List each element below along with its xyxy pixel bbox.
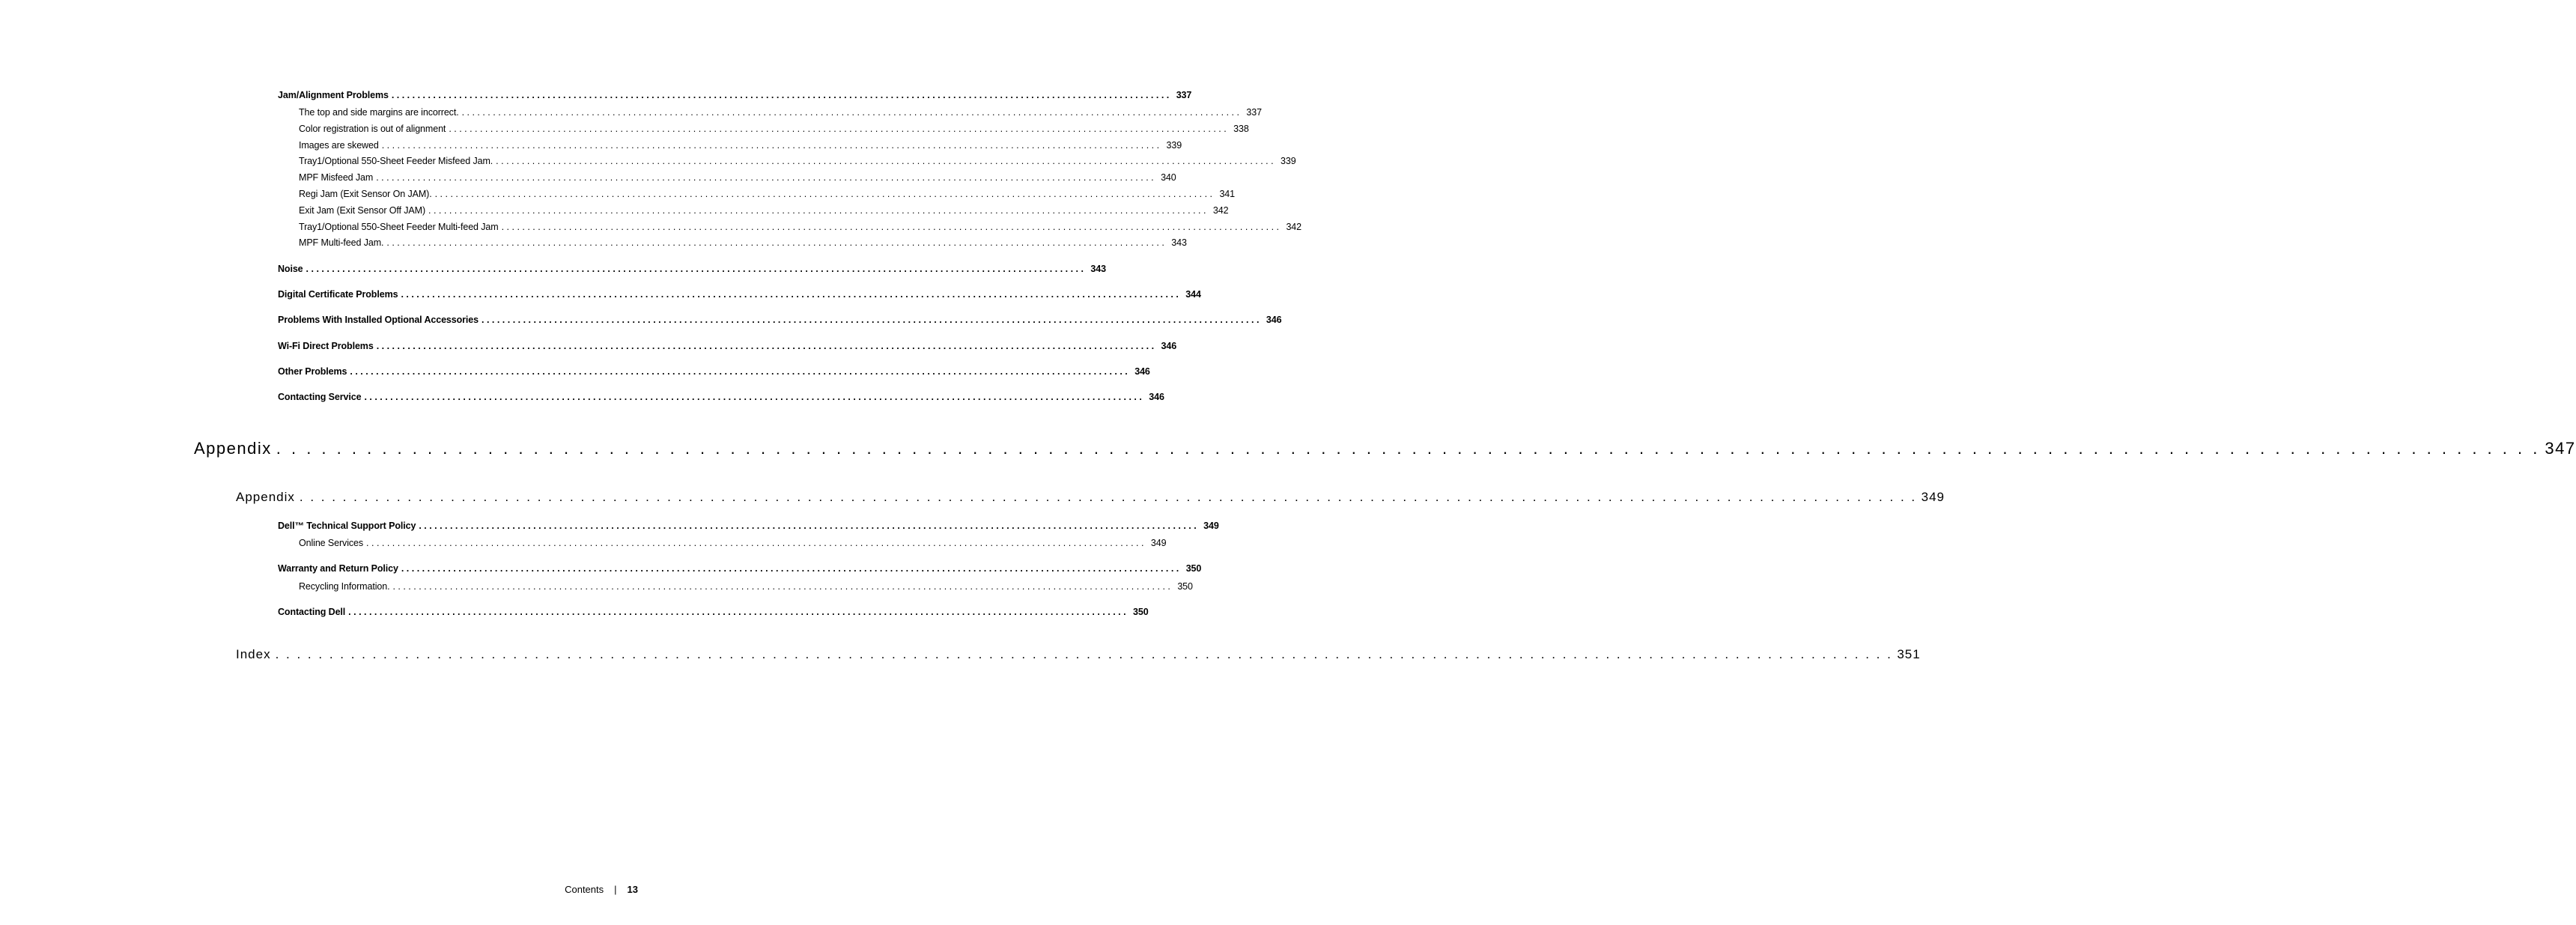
leader-dots: . . . . . . . . . . . . . . . . . . . . . . . . . . . . . . . . . . . . . . . . . . . . . . . . . . . . . . . . . . . . . . . . . . . . . . . . . . . . . . . . . . . . . . . . . . . . . . . . . . . . . . . . . . . . . . . . . . . . . . . . . . . . . . . . . . . . . . . . . . . . . . . . . . . . . . — [401, 563, 1179, 574]
toc-entry-other-problems[interactable] — [278, 366, 1150, 377]
toc-entry-recycling-information[interactable] — [299, 581, 1193, 592]
toc-entry-page: 337 — [1246, 107, 1262, 118]
toc-entry-label: Dell™ Technical Support Policy — [278, 521, 416, 531]
toc-section-index[interactable] — [236, 647, 1921, 662]
toc-entry-label: The top and side margins are incorrect. — [299, 107, 459, 118]
toc-entry-color-registration[interactable] — [299, 124, 1249, 134]
leader-dots: . . . . . . . . . . . . . . . . . . . . . . . . . . . . . . . . . . . . . . . . . . . . . . . . . . . . . . . . . . . . . . . . . . . . . . . . . . . . . . . . . . . . . . . . . . . . . . . . . . . . . . . . . . . . . . . . . . . . . . . . . . . . . . . . . . . . . . . . . . . . . . . . . . . . . . — [299, 490, 1917, 504]
toc-entry-page: 346 — [1149, 392, 1164, 402]
toc-entry-optional-accessories[interactable] — [278, 315, 1282, 325]
leader-dots: . . . . . . . . . . . . . . . . . . . . . . . . . . . . . . . . . . . . . . . . . . . . . . . . . . . . . . . . . . . . . . . . . . . . . . . . . . . . . . . . . . . . . . . . . . . . . . . . . . . . . . . . . . . . . . . . . . . . . . . . . . . . . . . . . . . . . . . . . . . . . . . . . . . . . . — [386, 237, 1164, 248]
toc-entry-page: 341 — [1219, 189, 1236, 199]
toc-section-page: 351 — [1897, 647, 1921, 661]
toc-entry-jam-alignment-problems[interactable] — [278, 90, 1192, 100]
toc-entry-label: Images are skewed — [299, 140, 379, 151]
toc-entry-page: 339 — [1281, 156, 1296, 166]
leader-dots: . . . . . . . . . . . . . . . . . . . . . . . . . . . . . . . . . . . . . . . . . . . . . . . . . . . . . . . . . . . . . . . . . . . . . . . . . . . . . . . . . . . . . . . . . . . . . . . . . . . . . . . . . . . . . . . . . . . . . . . . . . . . . . . . . . . . . . . . . . . . . . . . . . . . . . — [348, 607, 1126, 617]
leader-dots: . . . . . . . . . . . . . . . . . . . . . . . . . . . . . . . . . . . . . . . . . . . . . . . . . . . . . . . . . . . . . . . . . . . . . . . . . . . . . . . . . . . . . . . . . . . . . . . . . . . . . . . . . . . . . . . . . . . . . . . . . . . . . . . . . . . . . . . . . . . . . . . . . . . . . . — [428, 205, 1206, 216]
leader-dots: . . . . . . . . . . . . . . . . . . . . . . . . . . . . . . . . . . . . . . . . . . . . . . . . . . . . . . . . . . . . . . . . . . . . . . . . . . . . . . . . . . . . . . . . . . . . . . . . . . . . . . . . . . . . . . . . . . . . . . . . . . . . . . . . . . . . . . . . . . . . . . . . . . . . . . — [434, 189, 1213, 199]
leader-dots: . . . . . . . . . . . . . . . . . . . . . . . . . . . . . . . . . . . . . . . . . . . . . . . . . . . . . . . . . . . . . . . . . . . . . . . . . . . . . . . . . . . . . . . . . . . . . . . . . . . . . . . . . . . . . . . . . . . . . . . . . . . . . . . . . . . . . . . . . . . . . . . . . . . . . . — [461, 107, 1239, 118]
leader-dots: . . . . . . . . . . . . . . . . . . . . . . . . . . . . . . . . . . . . . . . . . . . . . . . . . . . . . . . . . . . . . . . . . . . . . . . . . . . . . . . . . . . . . . . . . . . . . . . . . . . . . . . . . . . . . . . . . . . . . . . . . . . . . . . . . . . . . . . . . . . . . . . . . . . . . . — [381, 140, 1160, 151]
page-footer — [554, 884, 638, 895]
toc-entry-label: Online Services — [299, 538, 364, 548]
toc-entry-page: 340 — [1161, 172, 1176, 183]
toc-section-page: 349 — [1921, 490, 1945, 504]
leader-dots: . . . . . . . . . . . . . . . . . . . . . . . . . . . . . . . . . . . . . . . . . . . . . . . . . . . . . . . . . . . . . . . . . . . . . . . . . . . . . . . . . . . . . . . . . . . . . . . . . . . . . . . . . . . . . . . . . . . . . . . . . . . . . . . . . . . . . . . . . . . . . . . . . . . . . . — [376, 341, 1155, 351]
toc-entry-contacting-dell[interactable] — [278, 607, 1149, 617]
toc-entry-online-services[interactable] — [299, 538, 1167, 548]
leader-dots: . . . . . . . . . . . . . . . . . . . . . . . . . . . . . . . . . . . . . . . . . . . . . . . . . . . . . . . . . . . . . . . . . . . . . . . . . . . . . . . . . . . . . . . . . . . . . . . . . . . . . . . . . . . . . . . . . . . . . . . . . . . . . . . . . . . . . . . . . . . . . . . . . . . . . . — [376, 172, 1154, 183]
leader-dots: . . . . . . . . . . . . . . . . . . . . . . . . . . . . . . . . . . . . . . . . . . . . . . . . . . . . . . . . . . . . . . . . . . . . . . . . . . . . . . . . . . . . . . . . . . . . . . . . . . . . . . . . . . . . . . . . . . . . . . . . . . . . . . . . . . . . . . . . . . . . . . . . . . . . . . — [392, 581, 1170, 592]
toc-entry-label: MPF Multi-feed Jam. — [299, 237, 384, 248]
toc-entry-label: Contacting Dell — [278, 607, 346, 617]
toc-entry-images-skewed[interactable] — [299, 140, 1182, 151]
toc-chapter-label: Appendix — [194, 439, 272, 458]
toc-entry-page: 346 — [1134, 366, 1150, 377]
footer-separator: | — [614, 884, 617, 895]
leader-dots: . . . . . . . . . . . . . . . . . . . . . . . . . . . . . . . . . . . . . . . . . . . . . . . . . . . . . . . . . . . . . . . . . . . . . . . . . . . . . . . . . . . . . . . . . . . . . . . . . . . . . . . . . . . . . . . . . . . . . . . . . . . . . . . . . . . . . . . . . . . . . . . . . . . . . . — [364, 392, 1142, 402]
toc-entry-page: 349 — [1150, 538, 1167, 548]
leader-dots: . . . . . . . . . . . . . . . . . . . . . . . . . . . . . . . . . . . . . . . . . . . . . . . . . . . . . . . . . . . . . . . . . . . . . . . . . . . . . . . . . . . . . . . . . . . . . . . . . . . . . . . . . . . . . . . . . . . . . . . . . . . . . . . . . . . . . . . . . . . . . . . . . . . . . . — [275, 647, 1893, 661]
toc-entry-warranty-return[interactable] — [278, 563, 1202, 574]
toc-entry-label: Exit Jam (Exit Sensor Off JAM) — [299, 205, 426, 216]
toc-entry-page: 337 — [1176, 90, 1192, 100]
toc-entry-page: 344 — [1185, 289, 1201, 300]
toc-entry-page: 338 — [1233, 124, 1249, 134]
toc-entry-label: Warranty and Return Policy — [278, 563, 398, 574]
toc-entry-page: 346 — [1266, 315, 1282, 325]
toc-entry-label: Problems With Installed Optional Accessories — [278, 315, 479, 325]
toc-entry-page: 339 — [1166, 140, 1182, 151]
toc-entry-page: 343 — [1171, 237, 1187, 248]
leader-dots: . . . . . . . . . . . . . . . . . . . . . . . . . . . . . . . . . . . . . . . . . . . . . . . . . . . . . . . . . . . . . . . . . . . . . . . . . . . . . . . . . . . . . . . . . . . . . . . . . . . . . . . . . . . . . . . . . . . . . . . . . . . . . . . . . . . . . . . . . . . . . . . . . . . . . . — [501, 222, 1280, 232]
toc-entry-page: 346 — [1161, 341, 1177, 351]
toc-entry-mpf-multifeed-jam[interactable] — [299, 237, 1187, 248]
toc-entry-label: Color registration is out of alignment — [299, 124, 446, 134]
toc-entry-page: 350 — [1185, 563, 1202, 574]
leader-dots: . . . . . . . . . . . . . . . . . . . . . . . . . . . . . . . . . . . . . . . . . . . . . . . . . . . . . . . . . . . . . . . . . . . . . . . . . . . . . . . . . . . . . . . . . . . . . . . . . . . . . . . . . . . . . . . . . . . . . . . . . . . . . . . . . . . . . . . . . . . . . . . . . . . . . . — [276, 439, 2541, 458]
toc-entry-wifi-direct[interactable] — [278, 341, 1177, 351]
footer-label: Contents — [565, 884, 604, 895]
toc-entry-label: MPF Misfeed Jam — [299, 172, 374, 183]
toc-entry-page: 342 — [1212, 205, 1229, 216]
leader-dots: . . . . . . . . . . . . . . . . . . . . . . . . . . . . . . . . . . . . . . . . . . . . . . . . . . . . . . . . . . . . . . . . . . . . . . . . . . . . . . . . . . . . . . . . . . . . . . . . . . . . . . . . . . . . . . . . . . . . . . . . . . . . . . . . . . . . . . . . . . . . . . . . . . . . . . — [401, 289, 1179, 300]
toc-entry-contacting-service[interactable] — [278, 392, 1164, 402]
toc-entry-label: Other Problems — [278, 366, 347, 377]
toc-entry-label: Recycling Information. — [299, 581, 390, 592]
toc-entry-label: Wi-Fi Direct Problems — [278, 341, 374, 351]
toc-entry-page: 343 — [1090, 264, 1106, 274]
toc-entry-label: Tray1/Optional 550-Sheet Feeder Misfeed Jam. — [299, 156, 493, 166]
toc-chapter-page: 347 — [2545, 439, 2576, 458]
toc-section-appendix[interactable] — [236, 490, 1945, 505]
leader-dots: . . . . . . . . . . . . . . . . . . . . . . . . . . . . . . . . . . . . . . . . . . . . . . . . . . . . . . . . . . . . . . . . . . . . . . . . . . . . . . . . . . . . . . . . . . . . . . . . . . . . . . . . . . . . . . . . . . . . . . . . . . . . . . . . . . . . . . . . . . . . . . . . . . . . . . — [391, 90, 1170, 100]
toc-entry-mpf-misfeed-jam[interactable] — [299, 172, 1176, 183]
toc-entry-exit-jam[interactable] — [299, 205, 1229, 216]
leader-dots: . . . . . . . . . . . . . . . . . . . . . . . . . . . . . . . . . . . . . . . . . . . . . . . . . . . . . . . . . . . . . . . . . . . . . . . . . . . . . . . . . . . . . . . . . . . . . . . . . . . . . . . . . . . . . . . . . . . . . . . . . . . . . . . . . . . . . . . . . . . . . . . . . . . . . . — [306, 264, 1084, 274]
toc-entry-page: 350 — [1133, 607, 1149, 617]
leader-dots: . . . . . . . . . . . . . . . . . . . . . . . . . . . . . . . . . . . . . . . . . . . . . . . . . . . . . . . . . . . . . . . . . . . . . . . . . . . . . . . . . . . . . . . . . . . . . . . . . . . . . . . . . . . . . . . . . . . . . . . . . . . . . . . . . . . . . . . . . . . . . . . . . . . . . . — [366, 538, 1144, 548]
toc-entry-label: Contacting Service — [278, 392, 362, 402]
leader-dots: . . . . . . . . . . . . . . . . . . . . . . . . . . . . . . . . . . . . . . . . . . . . . . . . . . . . . . . . . . . . . . . . . . . . . . . . . . . . . . . . . . . . . . . . . . . . . . . . . . . . . . . . . . . . . . . . . . . . . . . . . . . . . . . . . . . . . . . . . . . . . . . . . . . . . . — [482, 315, 1260, 325]
leader-dots: . . . . . . . . . . . . . . . . . . . . . . . . . . . . . . . . . . . . . . . . . . . . . . . . . . . . . . . . . . . . . . . . . . . . . . . . . . . . . . . . . . . . . . . . . . . . . . . . . . . . . . . . . . . . . . . . . . . . . . . . . . . . . . . . . . . . . . . . . . . . . . . . . . . . . . — [350, 366, 1128, 377]
toc-entry-label: Tray1/Optional 550-Sheet Feeder Multi-feed Jam — [299, 222, 499, 232]
page-number: 13 — [627, 884, 638, 895]
toc-entry-page: 342 — [1286, 222, 1302, 232]
leader-dots: . . . . . . . . . . . . . . . . . . . . . . . . . . . . . . . . . . . . . . . . . . . . . . . . . . . . . . . . . . . . . . . . . . . . . . . . . . . . . . . . . . . . . . . . . . . . . . . . . . . . . . . . . . . . . . . . . . . . . . . . . . . . . . . . . . . . . . . . . . . . . . . . . . . . . . — [419, 521, 1197, 531]
toc-entry-margins-incorrect[interactable] — [299, 107, 1262, 118]
leader-dots: . . . . . . . . . . . . . . . . . . . . . . . . . . . . . . . . . . . . . . . . . . . . . . . . . . . . . . . . . . . . . . . . . . . . . . . . . . . . . . . . . . . . . . . . . . . . . . . . . . . . . . . . . . . . . . . . . . . . . . . . . . . . . . . . . . . . . . . . . . . . . . . . . . . . . . — [496, 156, 1274, 166]
toc-entry-dell-support-policy[interactable] — [278, 521, 1219, 531]
toc-entry-regi-jam[interactable] — [299, 189, 1236, 199]
toc-entry-page: 349 — [1203, 521, 1219, 531]
leader-dots: . . . . . . . . . . . . . . . . . . . . . . . . . . . . . . . . . . . . . . . . . . . . . . . . . . . . . . . . . . . . . . . . . . . . . . . . . . . . . . . . . . . . . . . . . . . . . . . . . . . . . . . . . . . . . . . . . . . . . . . . . . . . . . . . . . . . . . . . . . . . . . . . . . . . . . — [449, 124, 1227, 134]
toc-entry-label: Noise — [278, 264, 303, 274]
toc-entry-tray-multifeed-jam[interactable] — [299, 222, 1302, 232]
toc-entry-label: Jam/Alignment Problems — [278, 90, 389, 100]
toc-entry-label: Digital Certificate Problems — [278, 289, 398, 300]
toc-entry-label: Regi Jam (Exit Sensor On JAM). — [299, 189, 432, 199]
toc-entry-noise[interactable] — [278, 264, 1106, 274]
toc-entry-page: 350 — [1177, 581, 1193, 592]
toc-entry-digital-certificate[interactable] — [278, 289, 1201, 300]
toc-section-label: Index — [236, 647, 271, 661]
toc-section-label: Appendix — [236, 490, 295, 504]
toc-entry-tray-misfeed-jam[interactable] — [299, 156, 1296, 166]
toc-chapter-appendix[interactable] — [194, 439, 2576, 458]
